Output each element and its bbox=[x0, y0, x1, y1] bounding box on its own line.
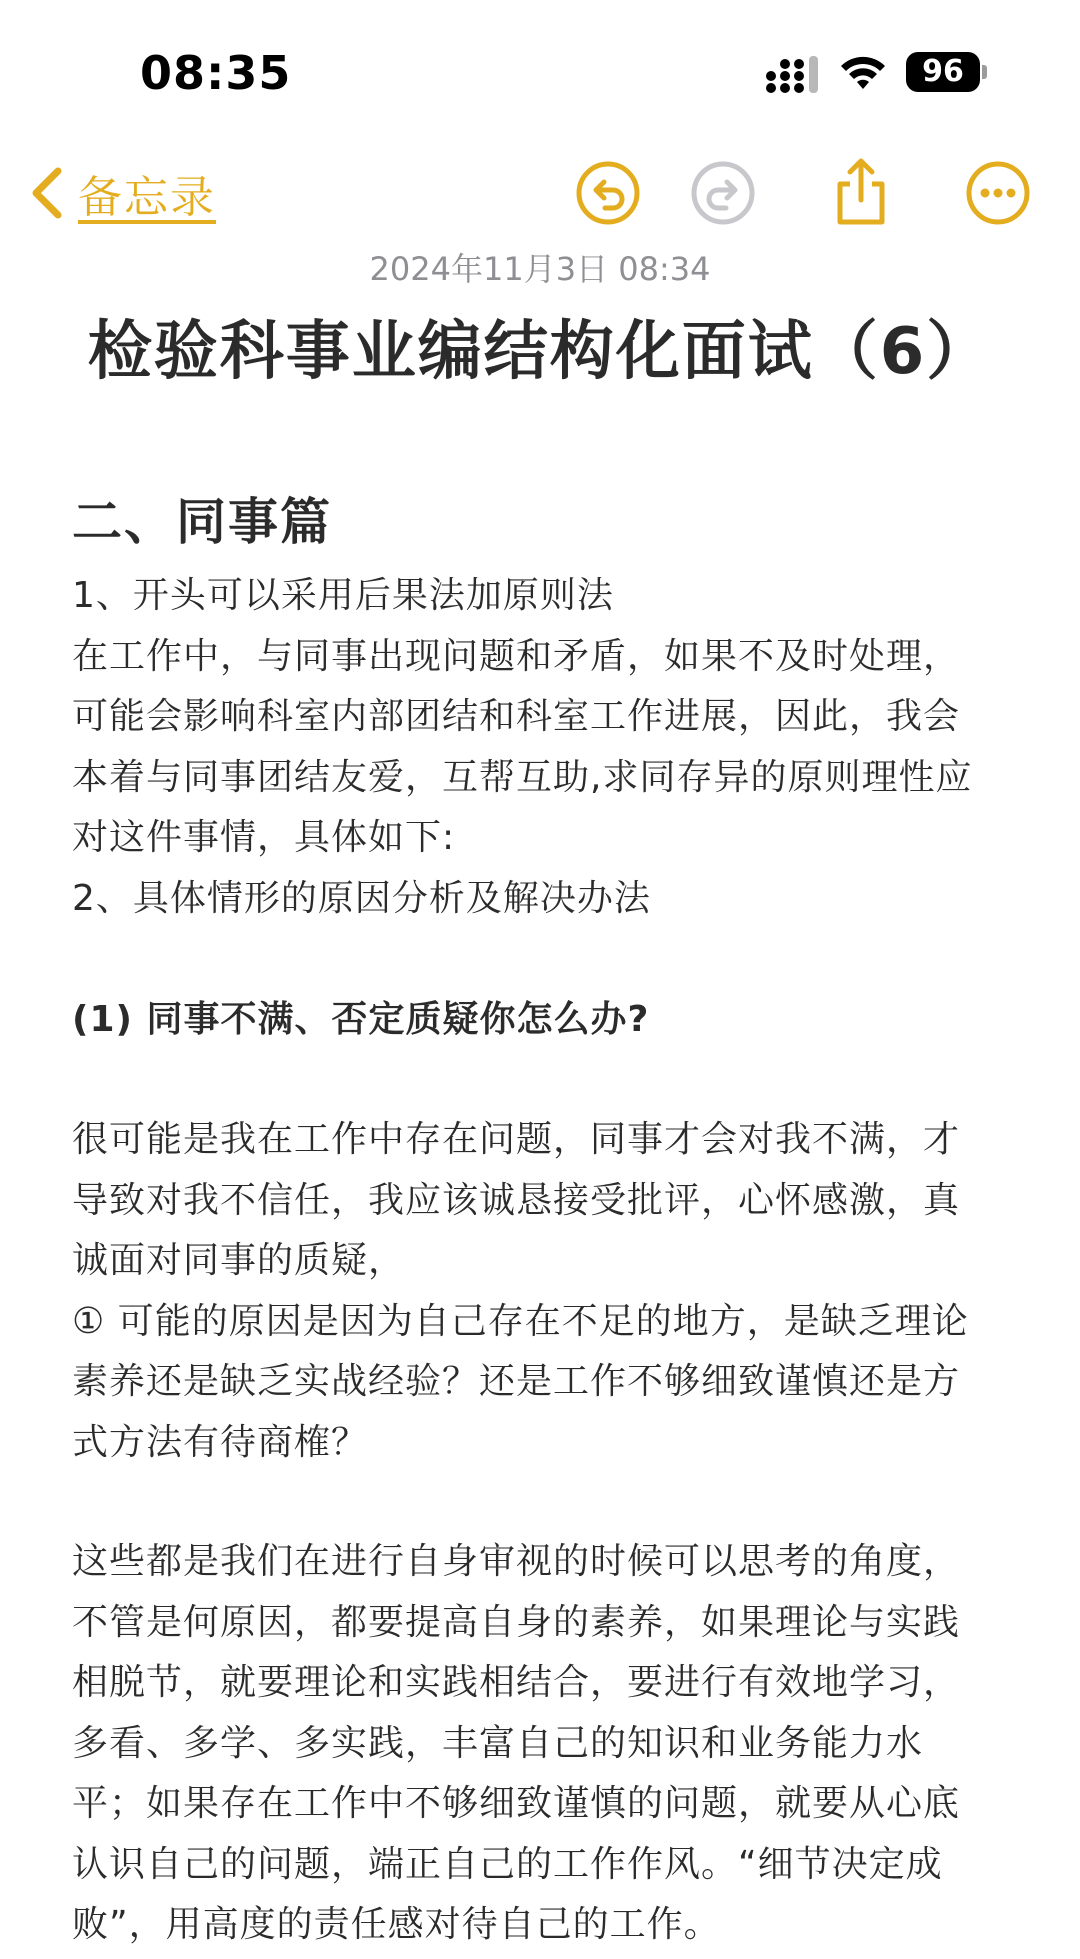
share-icon[interactable] bbox=[828, 156, 894, 226]
text-line: 相脱节，就要理论和实践相结合，要进行有效地学习， bbox=[72, 1662, 961, 1703]
text-line: 这些都是我们在进行自身审视的时候可以思考的角度， bbox=[72, 1541, 961, 1582]
battery-indicator bbox=[906, 52, 986, 92]
answer-paragraph[interactable] bbox=[72, 1110, 1020, 1473]
text-line: 素养还是缺乏实战经验？还是工作不够细致谨慎还是方 bbox=[72, 1361, 961, 1402]
text-line: 本着与同事团结友爱，互帮互助,求同存异的原则理性应 bbox=[72, 756, 973, 798]
note-date: 2024年11月3日 08:34 bbox=[369, 250, 711, 288]
text-line: 认识自己的问题，端正自己的工作作风。“细节决定成 bbox=[72, 1843, 943, 1885]
text-line: 导致对我不信任，我应该诚恳接受批评，心怀感激，真 bbox=[72, 1179, 961, 1221]
status-time: 08:35 bbox=[140, 46, 292, 100]
wifi-icon bbox=[838, 52, 888, 92]
section-heading[interactable]: 二、同事篇 bbox=[72, 493, 332, 551]
back-button-label: 备忘录 bbox=[78, 172, 216, 223]
question-paragraph[interactable] bbox=[72, 990, 1020, 1051]
battery-level: 96 bbox=[906, 52, 980, 92]
battery-tip bbox=[982, 65, 987, 79]
question-line: (1) 同事不满、否定质疑你怎么办? bbox=[72, 999, 650, 1040]
redo-icon[interactable] bbox=[690, 160, 756, 226]
text-line: 诚面对同事的质疑， bbox=[72, 1240, 406, 1281]
text-line: 1、开头可以采用后果法加原则法 bbox=[72, 575, 614, 616]
text-line: 败”，用高度的责任感对待自己的工作。 bbox=[72, 1904, 721, 1945]
chevron-left-icon bbox=[30, 167, 64, 219]
text-line: 平；如果存在工作中不够细致谨慎的问题，就要从心底 bbox=[72, 1783, 961, 1824]
text-line: ① 可能的原因是因为自己存在不足的地方，是缺乏理论 bbox=[72, 1300, 969, 1342]
back-button[interactable] bbox=[30, 160, 216, 226]
intro-paragraph[interactable] bbox=[72, 566, 1020, 929]
text-line: 不管是何原因，都要提高自身的素养，如果理论与实践 bbox=[72, 1601, 961, 1643]
note-title[interactable]: 检验科事业编结构化面试（6） bbox=[87, 315, 993, 389]
text-line: 可能会影响科室内部团结和科室工作进展，因此，我会 bbox=[72, 696, 961, 737]
status-bar bbox=[0, 0, 1080, 150]
cellular-signal-icon bbox=[765, 54, 823, 94]
text-line: 在工作中，与同事出现问题和矛盾，如果不及时处理， bbox=[72, 635, 961, 677]
more-options-icon[interactable] bbox=[965, 160, 1031, 226]
reflection-paragraph[interactable] bbox=[72, 1532, 1020, 1956]
text-line: 多看、多学、多实践，丰富自己的知识和业务能力水 bbox=[72, 1722, 924, 1764]
text-line: 对这件事情，具体如下: bbox=[72, 817, 456, 858]
text-line: 2、具体情形的原因分析及解决办法 bbox=[72, 877, 651, 919]
text-line: 式方法有待商榷？ bbox=[72, 1421, 369, 1463]
undo-icon[interactable] bbox=[575, 160, 641, 226]
text-line: 很可能是我在工作中存在问题，同事才会对我不满，才 bbox=[72, 1119, 961, 1160]
